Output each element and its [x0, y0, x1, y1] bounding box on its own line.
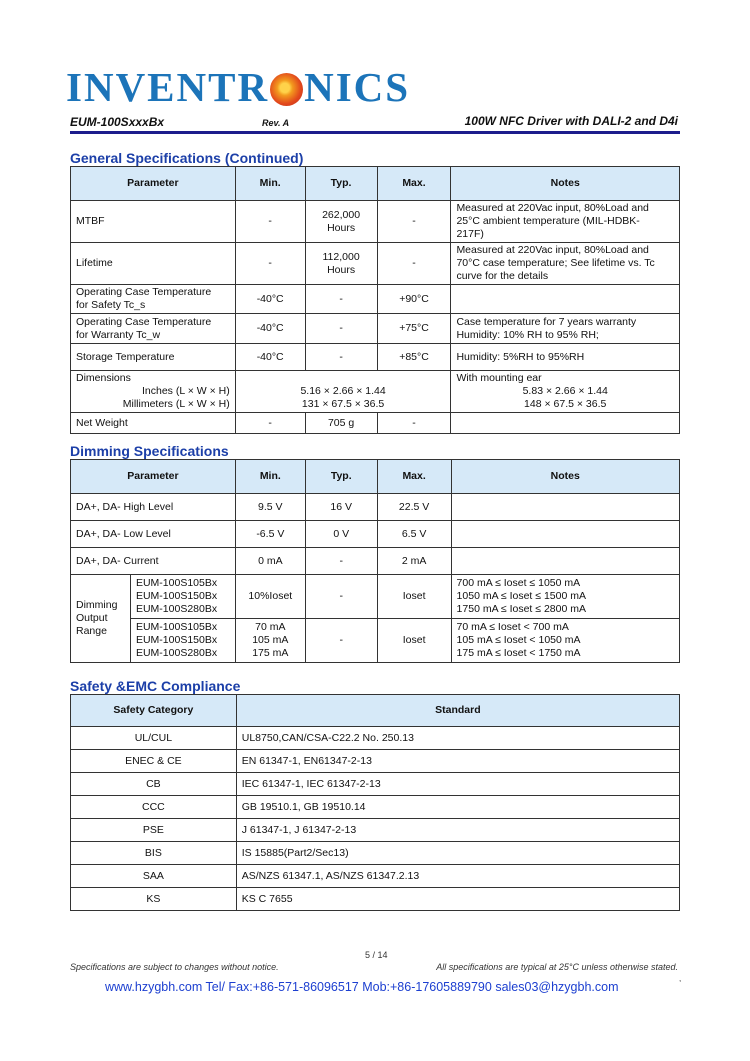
category-cell: ENEC & CE	[71, 750, 237, 773]
max-cell: 22.5 V	[377, 494, 451, 521]
col-header: Min.	[235, 460, 305, 494]
col-header: Max.	[377, 167, 451, 201]
models-cell	[130, 619, 235, 663]
table-row	[71, 548, 680, 575]
notes-cell	[451, 619, 679, 663]
col-header: Typ.	[305, 460, 377, 494]
table-row	[71, 243, 680, 285]
table-row	[71, 888, 680, 911]
param-line: Dimensions	[76, 372, 131, 384]
notes-line: curve for the details	[456, 270, 549, 282]
footer-note: All specifications are typical at 25°C unless otherwise stated.	[436, 962, 678, 972]
typ-line: Hours	[327, 221, 356, 234]
max-cell: -	[377, 413, 451, 434]
dimensions-value-cell	[235, 371, 451, 413]
notes-line: Measured at 220Vac input, 80%Load and	[456, 244, 649, 256]
notes-line: 5.83 × 2.66 × 1.44	[522, 385, 608, 397]
param-cell: Storage Temperature	[71, 344, 236, 371]
notes-line: 25°C ambient temperature (MIL-HDBK-	[456, 215, 640, 227]
param-cell	[71, 285, 236, 314]
typ-cell	[305, 243, 377, 285]
table-row	[71, 371, 680, 413]
col-header: Standard	[236, 695, 679, 727]
category-cell: PSE	[71, 819, 237, 842]
logo-text-left: INVENTR	[66, 64, 270, 110]
typ-cell: 705 g	[305, 413, 377, 434]
typ-cell: -	[305, 344, 377, 371]
notes-line: Case temperature for 7 years warranty	[456, 315, 637, 328]
standard-cell: AS/NZS 61347.1, AS/NZS 61347.2.13	[236, 865, 679, 888]
param-line: Millimeters (L × W × H)	[122, 398, 230, 410]
models-cell	[130, 575, 235, 619]
table-row	[71, 619, 680, 663]
contact-info: www.hzygbh.com Tel/ Fax:+86-571-86096517 Mob:+86-17605889790 sales03@hzygbh.com	[105, 980, 619, 994]
col-header: Notes	[451, 460, 679, 494]
logo-o-emblem-icon	[270, 73, 303, 106]
general-specs-table	[70, 166, 680, 434]
param-cell: MTBF	[71, 201, 236, 243]
model-line: EUM-100S105Bx	[135, 621, 218, 633]
standard-cell: GB 19510.1, GB 19510.14	[236, 796, 679, 819]
min-cell: -	[235, 243, 305, 285]
notes-cell	[451, 243, 680, 285]
notes-line: Measured at 220Vac input, 80%Load and	[456, 202, 649, 214]
min-cell: -6.5 V	[235, 521, 305, 548]
max-cell: 6.5 V	[377, 521, 451, 548]
dim-line: 5.16 × 2.66 × 1.44	[300, 385, 386, 397]
table-header-row	[71, 695, 680, 727]
typ-line: Hours	[327, 263, 356, 276]
min-line: 70 mA	[255, 621, 286, 633]
range-label-line: Output	[76, 612, 108, 624]
model-line: EUM-100S105Bx	[135, 577, 218, 589]
category-cell: SAA	[71, 865, 237, 888]
table-row	[71, 865, 680, 888]
standard-cell: UL8750,CAN/CSA-C22.2 No. 250.13	[236, 727, 679, 750]
model-number: EUM-100SxxxBx	[70, 115, 165, 129]
dimming-range-label	[71, 575, 131, 663]
notes-cell	[451, 494, 679, 521]
min-cell: -40°C	[235, 314, 305, 344]
param-cell: DA+, DA- Low Level	[71, 521, 236, 548]
max-cell: +75°C	[377, 314, 451, 344]
model-line: EUM-100S280Bx	[135, 647, 218, 659]
category-cell: BIS	[71, 842, 237, 865]
param-line: Operating Case Temperature	[76, 315, 212, 328]
table-row	[71, 314, 680, 344]
table-row	[71, 285, 680, 314]
table-row	[71, 727, 680, 750]
safety-emc-table	[70, 694, 680, 911]
notes-line: 105 mA ≤ Ioset < 1050 mA	[456, 634, 581, 646]
notes-line: 148 × 67.5 × 36.5	[524, 398, 607, 410]
min-line: 105 mA	[252, 634, 289, 646]
notes-line: 217F)	[456, 228, 484, 240]
table-header-row	[71, 167, 680, 201]
col-header: Max.	[377, 460, 451, 494]
col-header: Safety Category	[71, 695, 237, 727]
table-row	[71, 494, 680, 521]
notes-line: 1050 mA ≤ Ioset ≤ 1500 mA	[456, 590, 586, 602]
param-cell	[71, 314, 236, 344]
footer-tick: ,	[679, 974, 682, 983]
param-cell: Lifetime	[71, 243, 236, 285]
notes-line: With mounting ear	[456, 372, 542, 384]
param-line: for Safety Tc_s	[76, 299, 146, 311]
typ-cell: -	[305, 619, 377, 663]
category-cell: KS	[71, 888, 237, 911]
typ-cell: 0 V	[305, 521, 377, 548]
param-line: Inches (L × W × H)	[141, 385, 230, 397]
general-specs-title: General Specifications (Continued)	[70, 150, 304, 166]
typ-cell	[305, 201, 377, 243]
param-cell: DA+, DA- High Level	[71, 494, 236, 521]
page-number: 5 / 14	[365, 950, 388, 960]
col-header: Parameter	[71, 460, 236, 494]
notes-cell	[451, 521, 679, 548]
typ-cell: -	[305, 314, 377, 344]
footer-disclaimer: Specifications are subject to changes without notice.	[70, 962, 279, 972]
max-cell: Ioset	[377, 619, 451, 663]
model-line: EUM-100S150Bx	[135, 590, 218, 602]
col-header: Typ.	[305, 167, 377, 201]
product-title: 100W NFC Driver with DALI-2 and D4i	[464, 114, 678, 128]
max-cell: +85°C	[377, 344, 451, 371]
category-cell: UL/CUL	[71, 727, 237, 750]
param-line: for Warranty Tc_w	[76, 328, 161, 341]
notes-cell	[451, 413, 680, 434]
table-row	[71, 773, 680, 796]
typ-cell: -	[305, 548, 377, 575]
table-row	[71, 575, 680, 619]
min-cell: 0 mA	[235, 548, 305, 575]
min-cell	[235, 619, 305, 663]
table-row	[71, 842, 680, 865]
standard-cell: KS C 7655	[236, 888, 679, 911]
range-label-line: Range	[76, 625, 107, 637]
table-row	[71, 819, 680, 842]
max-cell: Ioset	[377, 575, 451, 619]
table-row	[71, 201, 680, 243]
category-cell: CB	[71, 773, 237, 796]
safety-emc-title: Safety &EMC Compliance	[70, 678, 241, 694]
logo-text-right: NICS	[304, 64, 411, 110]
standard-cell: J 61347-1, J 61347-2-13	[236, 819, 679, 842]
col-header: Parameter	[71, 167, 236, 201]
max-cell: +90°C	[377, 285, 451, 314]
table-row	[71, 750, 680, 773]
typ-cell: 16 V	[305, 494, 377, 521]
standard-cell: EN 61347-1, EN61347-2-13	[236, 750, 679, 773]
standard-cell: IEC 61347-1, IEC 61347-2-13	[236, 773, 679, 796]
min-line: 175 mA	[252, 647, 289, 659]
typ-cell: -	[305, 285, 377, 314]
param-cell	[71, 371, 236, 413]
table-header-row	[71, 460, 680, 494]
dimming-specs-table	[70, 459, 680, 663]
notes-cell	[451, 314, 680, 344]
category-cell: CCC	[71, 796, 237, 819]
typ-line: 262,000	[322, 208, 361, 221]
model-line: EUM-100S280Bx	[135, 603, 218, 615]
range-label-line: Dimming	[76, 599, 118, 611]
max-cell: -	[377, 243, 451, 285]
notes-cell: Humidity: 5%RH to 95%RH	[451, 344, 680, 371]
notes-cell	[451, 201, 680, 243]
min-cell: -40°C	[235, 344, 305, 371]
col-header: Notes	[451, 167, 680, 201]
max-cell: 2 mA	[377, 548, 451, 575]
table-row	[71, 413, 680, 434]
min-cell: -	[235, 413, 305, 434]
min-cell: -40°C	[235, 285, 305, 314]
notes-cell	[451, 285, 680, 314]
col-header: Min.	[235, 167, 305, 201]
notes-line: 70°C case temperature; See lifetime vs. Tc	[456, 257, 655, 269]
document-header	[70, 114, 680, 134]
param-cell: DA+, DA- Current	[71, 548, 236, 575]
param-line: Operating Case Temperature	[76, 286, 212, 298]
standard-cell: IS 15885(Part2/Sec13)	[236, 842, 679, 865]
notes-line: Humidity: 10% RH to 95% RH;	[456, 328, 599, 341]
dimming-specs-title: Dimming Specifications	[70, 443, 229, 459]
notes-cell	[451, 548, 679, 575]
dim-line: 131 × 67.5 × 36.5	[301, 398, 385, 410]
model-line: EUM-100S150Bx	[135, 634, 218, 646]
notes-line: 1750 mA ≤ Ioset ≤ 2800 mA	[456, 603, 586, 615]
notes-cell	[451, 575, 679, 619]
notes-cell	[451, 371, 680, 413]
typ-line: 112,000	[322, 250, 360, 263]
table-row	[71, 796, 680, 819]
min-cell: 10%Ioset	[235, 575, 305, 619]
typ-cell: -	[305, 575, 377, 619]
table-row	[71, 344, 680, 371]
notes-line: 175 mA ≤ Ioset < 1750 mA	[456, 647, 581, 659]
max-cell: -	[377, 201, 451, 243]
param-cell: Net Weight	[71, 413, 236, 434]
notes-line: 700 mA ≤ Ioset ≤ 1050 mA	[456, 577, 581, 589]
revision: Rev. A	[262, 118, 290, 128]
notes-line: 70 mA ≤ Ioset < 700 mA	[456, 621, 569, 633]
table-row	[71, 521, 680, 548]
company-logo	[66, 64, 410, 110]
min-cell: 9.5 V	[235, 494, 305, 521]
min-cell: -	[235, 201, 305, 243]
